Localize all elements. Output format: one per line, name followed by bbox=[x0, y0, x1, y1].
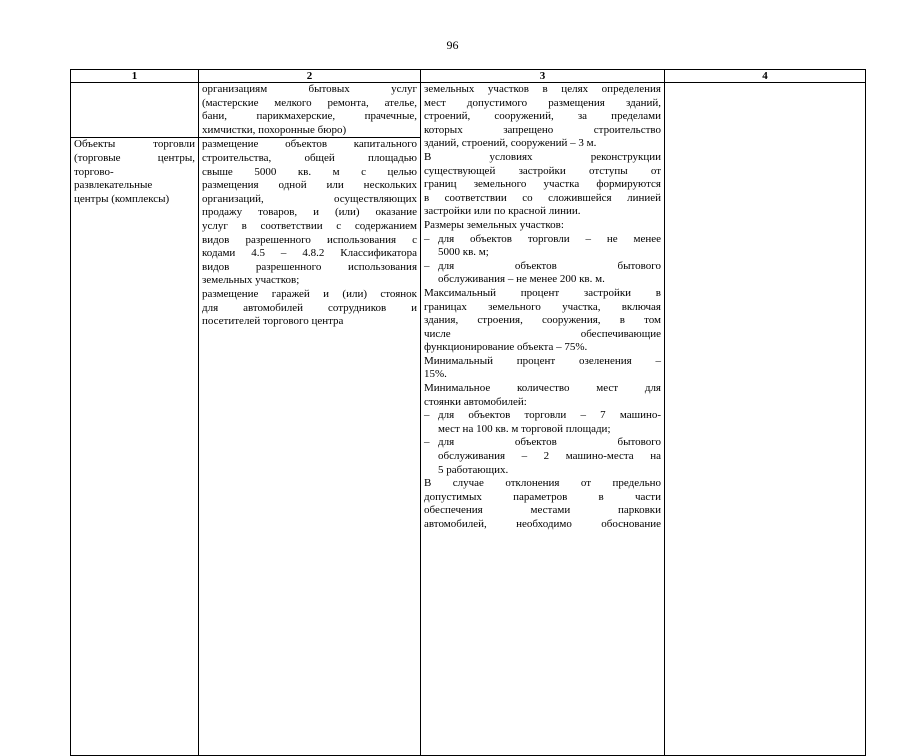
text-line: Максимальный процент застройки в bbox=[424, 286, 661, 299]
text-line: строительства, общей площадью bbox=[202, 151, 417, 164]
text-line: мест допустимого размещения зданий, bbox=[424, 96, 661, 109]
text-line: 5 работающих. bbox=[438, 463, 509, 476]
text-line: свыше 5000 кв. м с целью bbox=[202, 165, 417, 178]
text-line: химчистки, похоронные бюро) bbox=[202, 123, 347, 136]
row3-col1-cell bbox=[71, 329, 199, 756]
paragraph bbox=[424, 355, 661, 382]
paragraph bbox=[424, 151, 661, 219]
text-line: для объектов торговли – 7 машино- bbox=[438, 409, 661, 422]
bullet-item bbox=[424, 233, 661, 260]
col4-cell bbox=[665, 83, 866, 756]
paragraph bbox=[424, 83, 661, 151]
text-line: В условиях реконструкции bbox=[424, 150, 661, 163]
regulations-table bbox=[70, 69, 866, 756]
text-line: видов разрешенного использования bbox=[202, 260, 417, 273]
text-line: Размеры земельных участков: bbox=[424, 218, 564, 231]
text-line: видов разрешенного использования с bbox=[202, 233, 417, 246]
text-line: для автомобилей сотрудников и bbox=[202, 301, 417, 314]
paragraph bbox=[424, 477, 661, 531]
text-line: функционирование объекта – 75%. bbox=[424, 341, 588, 354]
text-line: мест на 100 кв. м торговой площади; bbox=[438, 422, 611, 435]
text-line: существующей застройки отступы от bbox=[424, 164, 661, 177]
text-line: в соответствии со сложившейся линией bbox=[424, 191, 661, 204]
text-line: центры (комплексы) bbox=[74, 192, 170, 205]
text-line: земельных участков; bbox=[202, 274, 300, 287]
text-line: размещение гаражей и (или) стоянок bbox=[202, 287, 417, 300]
text-line: посетителей торгового центра bbox=[202, 315, 344, 328]
text-line: для объектов бытового bbox=[438, 436, 661, 449]
text-line: обеспечения местами парковки bbox=[424, 504, 661, 517]
text-line: торгово- bbox=[74, 165, 114, 178]
text-line: числе обеспечивающие bbox=[424, 327, 661, 340]
text-line: размещение объектов капитального bbox=[202, 138, 417, 151]
row1-col2-cell bbox=[199, 83, 421, 138]
text-line: организаций, осуществляющих bbox=[202, 192, 417, 205]
text-line: (торговые центры, bbox=[74, 151, 195, 164]
text-line: границах земельного участка, включая bbox=[424, 300, 661, 313]
paragraph bbox=[424, 382, 661, 409]
column-header-1: 1 bbox=[71, 70, 199, 83]
object-type-cell bbox=[71, 138, 199, 329]
text-line: 5000 кв. м; bbox=[438, 246, 489, 259]
bullet-item bbox=[424, 260, 661, 287]
text-line: организациям бытовых услуг bbox=[202, 83, 417, 95]
column-header-3: 3 bbox=[421, 70, 665, 83]
bullet-item bbox=[424, 409, 661, 436]
bullet-item bbox=[424, 436, 661, 477]
text-line: кодами 4.5 – 4.8.2 Классификатора bbox=[202, 247, 417, 260]
text-line: (мастерские мелкого ремонта, ателье, bbox=[202, 96, 417, 109]
table-header-row bbox=[71, 70, 866, 83]
text-line: здания, строения, сооружения, в том bbox=[424, 314, 661, 327]
text-line: для объектов торговли – не менее bbox=[438, 232, 661, 245]
requirements-cell bbox=[421, 83, 665, 756]
text-line: зданий, строений, сооружений – 3 м. bbox=[424, 137, 597, 150]
column-header-4: 4 bbox=[665, 70, 866, 83]
text-line: обслуживания – не менее 200 кв. м. bbox=[438, 273, 605, 286]
text-line: допустимых параметров в части bbox=[424, 490, 661, 503]
text-line: развлекательные bbox=[74, 179, 153, 192]
text-line: Минимальный процент озеленения – bbox=[424, 354, 661, 367]
text-line: услуг в соответствии с содержанием bbox=[202, 219, 417, 232]
text-line: обслуживания – 2 машино-места на bbox=[438, 450, 661, 463]
row3-col2-cell bbox=[199, 329, 421, 756]
text-line: застройки или по красной линии. bbox=[424, 205, 581, 218]
text-line: стоянки автомобилей: bbox=[424, 395, 527, 408]
text-line: для объектов бытового bbox=[438, 259, 661, 272]
text-line: продажу товаров, и (или) оказание bbox=[202, 206, 417, 219]
table-row bbox=[71, 83, 866, 138]
paragraph bbox=[424, 287, 661, 355]
text-line: которых запрещено строительство bbox=[424, 123, 661, 136]
column-header-2: 2 bbox=[199, 70, 421, 83]
paragraph bbox=[424, 219, 661, 233]
text-line: 15%. bbox=[424, 368, 447, 381]
permitted-use-cell bbox=[199, 138, 421, 329]
text-line: размещения одной или нескольких bbox=[202, 179, 417, 192]
bullet-dash: – bbox=[424, 259, 430, 272]
text-line: бани, парикмахерские, прачечные, bbox=[202, 110, 417, 123]
text-line: автомобилей, необходимо обоснование bbox=[424, 518, 661, 530]
bullet-dash: – bbox=[424, 409, 430, 422]
text-line: границ земельного участка формируются bbox=[424, 178, 661, 191]
text-line: Минимальное количество мест для bbox=[424, 382, 661, 395]
bullet-dash: – bbox=[424, 232, 430, 245]
text-line: Объекты торговли bbox=[74, 138, 195, 151]
row1-col1-cell bbox=[71, 83, 199, 138]
text-line: земельных участков в целях определения bbox=[424, 83, 661, 95]
text-line: строений, сооружений, за пределами bbox=[424, 110, 661, 123]
bullet-dash: – bbox=[424, 436, 430, 449]
page-number: 96 bbox=[446, 38, 459, 52]
text-line: В случае отклонения от предельно bbox=[424, 477, 661, 490]
